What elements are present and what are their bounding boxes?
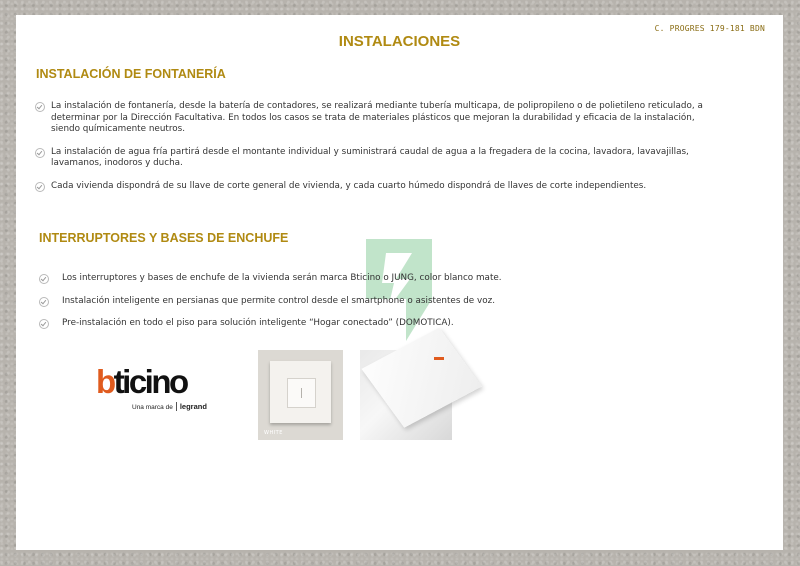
switch-plate [362,328,482,428]
plumbing-heading: INSTALACIÓN DE FONTANERÍA [36,67,226,81]
address-reference: C. PROGRES 179-181 BDN [654,24,765,33]
document-page [16,15,783,550]
switch-key [287,378,316,408]
list-item [35,181,725,193]
check-circle-icon [35,148,45,158]
list-item-text: La instalación de fontanería, desde la batería de contadores, se realizará mediante tubería multicapa, de polipropileno o de polietileno reticulado, a determinar por la Dirección Facultativa. En todos los casos se trata de materiales plásticos que mejoran la durabilidad y eficacia de la instalación, siendo químicamente neutros. [51,101,703,134]
switches-list [39,273,559,330]
logo-letter: b [96,363,114,400]
switch-photo-white [258,350,343,440]
logo-tagline-text: Una marca de [132,404,173,411]
plumbing-list [35,101,725,192]
check-circle-icon [35,102,45,112]
list-item-text: La instalación de agua fría partirá desde el montante individual y suministrará caudal de agua a la fregadera de la cocina, lavadora, lavavajillas, lavamanos, inodoros y ducha. [51,146,689,168]
page-title: INSTALACIONES [338,33,461,50]
check-circle-icon [39,319,49,329]
list-item [39,296,559,308]
list-item [39,273,559,285]
brand-mark [434,357,444,360]
legrand-logo: legrand [176,402,207,411]
list-item [35,101,725,136]
list-item-text: Cada vivienda dispondrá de su llave de corte general de vivienda, y cada cuarto húmedo dispondrá de llaves de corte independientes. [51,180,647,191]
photo-label: WHITE [264,430,283,436]
logo-tagline [132,402,220,411]
check-circle-icon [39,297,49,307]
check-circle-icon [39,274,49,284]
list-item-text: Instalación inteligente en persianas que permite control desde el smartphone o asistentes de voz. [62,295,496,306]
switches-heading: INTERRUPTORES Y BASES DE ENCHUFE [39,231,289,245]
list-item-text: Pre-instalación en todo el piso para solución inteligente “Hogar conectado” (DOMOTICA). [62,318,454,328]
list-item-text: Los interruptores y bases de enchufe de la vivienda serán marca Bticino o JUNG, color blanco mate. [62,273,502,283]
list-item [35,147,725,170]
switch-plate [270,361,331,423]
switch-photo-angled [360,350,452,440]
bticino-logo [96,365,220,411]
check-circle-icon [35,182,45,192]
list-item [39,318,559,330]
logo-word: ticino [113,363,187,400]
